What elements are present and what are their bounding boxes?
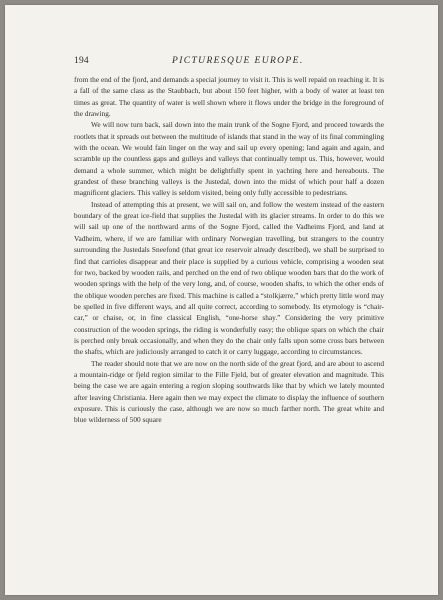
body-text [74, 74, 384, 426]
page-header [74, 56, 381, 68]
paragraph-1: from the end of the fjord, and demands a special journey to visit it. This is well repaid on reaching it. It is a fall of the same class as the Staubbach, but about 150 feet higher, with a body of water at least ten times as great. The quantity of water is well shown where it flows under the bridge in the foreground of the drawing. [74, 75, 384, 119]
page-number: 194 [74, 56, 89, 66]
book-page [5, 5, 438, 595]
running-title: PICTURESQUE EUROPE. [172, 56, 304, 66]
paragraph-3: Instead of attempting this at present, we will sail on, and follow the western instead of the eastern boundary of the great ice-field that supplies the Justedal with its glacier streams. In order to do this we will sail up one of the northward arms of the Sogne Fjord, called the Vadheims Fjord, and land at Vadheim, where, if we are familiar with ordinary Norwegian travelling, but strangers to the country surrounding the Justedals Sneefond (that great ice reservoir already described), we shall be surprised to find that carrioles disappear and their place is supplied by a curious vehicle, comprising a wooden seat for two, backed by wooden rails, and perched on the end of two oblique wooden bars that do the work of wooden springs with the help of the very long, and, of course, wooden shafts, to which the other ends of the oblique wooden perches are fixed. This machine is called a “stolkjærre,” which pretty little word may be spelled in five different ways, and all quite correct, according to somebody. Its etymology is “chair-car,” or chaise, or, in fine classical English, “one-horse shay.” Considering the very primitive construction of the wooden springs, the riding is wonderfully easy; the oblique spars on which the chair is perched only break occasionally, and when they do the chair only falls upon some cross bars between the shafts, which are judiciously arranged to catch it or carry luggage, according to circumstances. [74, 199, 384, 357]
paragraph-4: The reader should note that we are now on the north side of the great fjord, and are about to ascend a mountain-ridge or fjeld region similar to the Fille Fjeld, but of greater elevation and magnitude. This being the case we are again entering a region sloping southwards like that by which we lately mounted after leaving Christiania. Here again then we may expect the climate to display the influence of southern exposure. This is curiously the case, although we are now so much farther north. The great white and blue wilderness of 500 square [74, 358, 384, 425]
paragraph-2: We will now turn back, sail down into the main trunk of the Sogne Fjord, and proceed towards the rootlets that it spreads out between the multitude of islands that stand in the way of its final commingling with the ocean. We would fain linger on the way and sail up every opening; land again and again, and scramble up the countless gaps and gulleys and valleys that continually tempt us. This, however, would demand a whole summer, which might be delightfully spent in yachting here and hereabouts. The grandest of these branching valleys is the Justedal, down into the midst of which pour half a dozen magnificent glaciers. This valley is seldom visited, being only fully accessible to pedestrians. [74, 120, 384, 198]
